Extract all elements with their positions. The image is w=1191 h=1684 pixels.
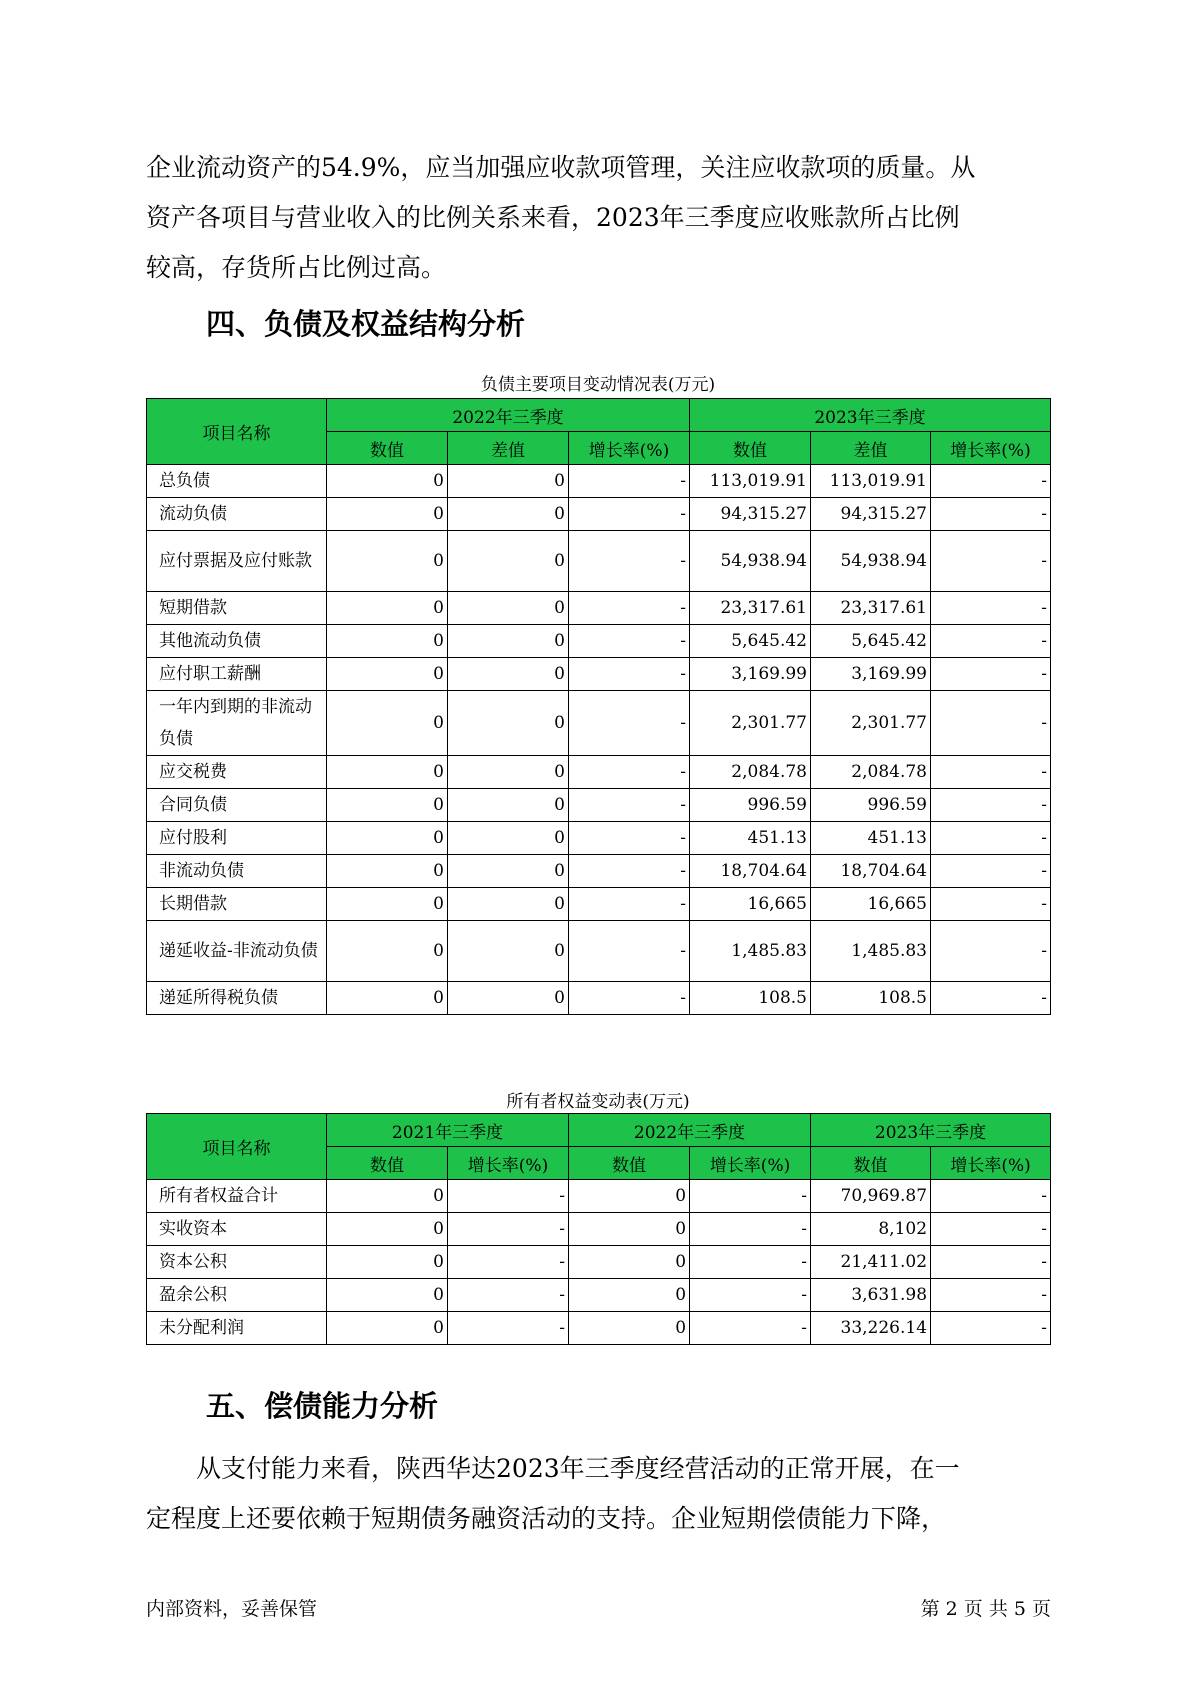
cell-g2023: - — [931, 982, 1051, 1015]
cell-v2023: 54,938.94 — [690, 531, 811, 592]
table-row — [147, 888, 1051, 921]
cell-g2023: - — [931, 789, 1051, 822]
cell-v2023: 996.59 — [690, 789, 811, 822]
header-item-name: 项目名称 — [147, 399, 327, 465]
cell-v2022: 0 — [327, 756, 448, 789]
section-heading: 四、负债及权益结构分析 — [206, 307, 526, 341]
cell-d2022: 0 — [448, 822, 569, 855]
header-period: 2023年三季度 — [690, 399, 1051, 432]
row-label: 短期借款 — [147, 592, 327, 625]
cell-g2022: - — [569, 888, 690, 921]
cell-v2022: 0 — [327, 921, 448, 982]
cell-value: - — [690, 1180, 811, 1213]
liability-table — [146, 398, 1051, 1015]
header-sub: 增长率(%) — [931, 432, 1051, 465]
intro-line: 资产各项目与营业收入的比例关系来看，2023年三季度应收账款所占比例 — [146, 203, 960, 232]
cell-v2022: 0 — [327, 982, 448, 1015]
outro-paragraph — [146, 1444, 1051, 1544]
table-row — [147, 1246, 1051, 1279]
cell-d2023: 2,301.77 — [811, 691, 931, 756]
header-sub: 差值 — [811, 432, 931, 465]
cell-value: - — [931, 1279, 1051, 1312]
footer-page-number: 第 2 页 共 5 页 — [920, 1598, 1051, 1620]
cell-value: 0 — [569, 1312, 690, 1345]
table-caption: 所有者权益变动表(万元) — [506, 1092, 690, 1112]
cell-value: - — [448, 1246, 569, 1279]
table-row — [147, 531, 1051, 592]
cell-g2022: - — [569, 756, 690, 789]
cell-d2023: 94,315.27 — [811, 498, 931, 531]
cell-g2023: - — [931, 855, 1051, 888]
table-row — [147, 756, 1051, 789]
cell-v2023: 1,485.83 — [690, 921, 811, 982]
row-label: 实收资本 — [147, 1213, 327, 1246]
row-label: 所有者权益合计 — [147, 1180, 327, 1213]
cell-d2022: 0 — [448, 625, 569, 658]
row-label: 应付票据及应付账款 — [147, 531, 327, 592]
cell-value: 0 — [327, 1312, 448, 1345]
cell-value: - — [690, 1213, 811, 1246]
cell-value: 0 — [569, 1279, 690, 1312]
table-row — [147, 855, 1051, 888]
footer-confidential: 内部资料，妥善保管 — [146, 1598, 318, 1620]
intro-line: 较高，存货所占比例过高。 — [146, 253, 447, 282]
cell-value: - — [931, 1312, 1051, 1345]
cell-v2022: 0 — [327, 465, 448, 498]
cell-d2023: 108.5 — [811, 982, 931, 1015]
header-sub: 数值 — [811, 1147, 931, 1180]
intro-line: 企业流动资产的54.9%，应当加强应收款项管理，关注应收款项的质量。从 — [146, 153, 976, 182]
header-sub: 增长率(%) — [448, 1147, 569, 1180]
cell-d2023: 996.59 — [811, 789, 931, 822]
cell-g2023: - — [931, 592, 1051, 625]
cell-g2023: - — [931, 465, 1051, 498]
cell-g2022: - — [569, 789, 690, 822]
cell-d2023: 23,317.61 — [811, 592, 931, 625]
cell-v2023: 113,019.91 — [690, 465, 811, 498]
outro-line: 从支付能力来看，陕西华达2023年三季度经营活动的正常开展，在一 — [196, 1454, 960, 1483]
cell-g2022: - — [569, 465, 690, 498]
cell-d2022: 0 — [448, 592, 569, 625]
liability-table-body — [147, 465, 1051, 1015]
section-heading: 五、偿债能力分析 — [206, 1389, 439, 1423]
header-period: 2022年三季度 — [327, 399, 690, 432]
cell-g2022: - — [569, 531, 690, 592]
cell-value: - — [690, 1312, 811, 1345]
intro-paragraph — [146, 143, 1051, 293]
cell-value: 3,631.98 — [811, 1279, 931, 1312]
cell-value: 0 — [327, 1213, 448, 1246]
cell-g2022: - — [569, 855, 690, 888]
cell-d2022: 0 — [448, 888, 569, 921]
cell-value: 8,102 — [811, 1213, 931, 1246]
table-row — [147, 691, 1051, 756]
table-row — [147, 1312, 1051, 1345]
cell-v2022: 0 — [327, 658, 448, 691]
cell-value: - — [448, 1279, 569, 1312]
cell-d2023: 2,084.78 — [811, 756, 931, 789]
header-sub: 增长率(%) — [931, 1147, 1051, 1180]
table-row — [147, 1279, 1051, 1312]
cell-v2022: 0 — [327, 625, 448, 658]
row-label: 盈余公积 — [147, 1279, 327, 1312]
table-row — [147, 1213, 1051, 1246]
row-label: 应付职工薪酬 — [147, 658, 327, 691]
cell-d2022: 0 — [448, 982, 569, 1015]
table-row — [147, 822, 1051, 855]
cell-value: 21,411.02 — [811, 1246, 931, 1279]
row-label: 应交税费 — [147, 756, 327, 789]
cell-d2022: 0 — [448, 691, 569, 756]
cell-d2023: 451.13 — [811, 822, 931, 855]
cell-g2023: - — [931, 921, 1051, 982]
cell-g2023: - — [931, 498, 1051, 531]
cell-v2023: 23,317.61 — [690, 592, 811, 625]
cell-value: - — [931, 1180, 1051, 1213]
cell-d2023: 3,169.99 — [811, 658, 931, 691]
cell-g2023: - — [931, 531, 1051, 592]
row-label: 应付股利 — [147, 822, 327, 855]
cell-g2022: - — [569, 625, 690, 658]
table-row — [147, 592, 1051, 625]
cell-g2023: - — [931, 658, 1051, 691]
row-label: 非流动负债 — [147, 855, 327, 888]
cell-value: - — [931, 1246, 1051, 1279]
cell-d2022: 0 — [448, 498, 569, 531]
cell-value: - — [448, 1312, 569, 1345]
cell-value: 0 — [327, 1279, 448, 1312]
table-caption: 负债主要项目变动情况表(万元) — [480, 375, 716, 395]
cell-value: - — [690, 1279, 811, 1312]
cell-d2023: 5,645.42 — [811, 625, 931, 658]
cell-d2022: 0 — [448, 789, 569, 822]
cell-g2022: - — [569, 982, 690, 1015]
cell-value: 0 — [327, 1180, 448, 1213]
cell-v2023: 94,315.27 — [690, 498, 811, 531]
cell-v2023: 5,645.42 — [690, 625, 811, 658]
cell-v2023: 451.13 — [690, 822, 811, 855]
row-label: 资本公积 — [147, 1246, 327, 1279]
cell-v2022: 0 — [327, 691, 448, 756]
cell-g2023: - — [931, 691, 1051, 756]
cell-v2022: 0 — [327, 888, 448, 921]
table-row — [147, 789, 1051, 822]
cell-d2023: 16,665 — [811, 888, 931, 921]
cell-d2022: 0 — [448, 658, 569, 691]
cell-value: 70,969.87 — [811, 1180, 931, 1213]
cell-value: 33,226.14 — [811, 1312, 931, 1345]
header-sub: 数值 — [327, 432, 448, 465]
row-label: 其他流动负债 — [147, 625, 327, 658]
cell-g2022: - — [569, 498, 690, 531]
cell-v2022: 0 — [327, 498, 448, 531]
row-label: 递延收益-非流动负债 — [147, 921, 327, 982]
cell-d2023: 54,938.94 — [811, 531, 931, 592]
cell-d2023: 1,485.83 — [811, 921, 931, 982]
cell-value: - — [690, 1246, 811, 1279]
row-label: 递延所得税负债 — [147, 982, 327, 1015]
cell-d2022: 0 — [448, 855, 569, 888]
cell-v2023: 16,665 — [690, 888, 811, 921]
row-label: 流动负债 — [147, 498, 327, 531]
table-row — [147, 921, 1051, 982]
cell-value: 0 — [569, 1213, 690, 1246]
cell-v2022: 0 — [327, 855, 448, 888]
cell-v2022: 0 — [327, 789, 448, 822]
row-label: 总负债 — [147, 465, 327, 498]
equity-table-body — [147, 1180, 1051, 1345]
cell-v2022: 0 — [327, 531, 448, 592]
row-label: 一年内到期的非流动负债 — [147, 691, 327, 756]
cell-value: - — [448, 1180, 569, 1213]
row-label: 合同负债 — [147, 789, 327, 822]
cell-value: - — [931, 1213, 1051, 1246]
cell-g2022: - — [569, 921, 690, 982]
table-row — [147, 625, 1051, 658]
table-row — [147, 498, 1051, 531]
cell-g2022: - — [569, 691, 690, 756]
cell-v2023: 108.5 — [690, 982, 811, 1015]
cell-value: 0 — [569, 1246, 690, 1279]
cell-value: 0 — [327, 1246, 448, 1279]
cell-v2023: 2,301.77 — [690, 691, 811, 756]
header-period: 2022年三季度 — [569, 1114, 811, 1147]
cell-value: - — [448, 1213, 569, 1246]
cell-g2022: - — [569, 822, 690, 855]
cell-d2023: 18,704.64 — [811, 855, 931, 888]
cell-v2023: 2,084.78 — [690, 756, 811, 789]
cell-v2023: 3,169.99 — [690, 658, 811, 691]
header-sub: 数值 — [690, 432, 811, 465]
header-sub: 增长率(%) — [690, 1147, 811, 1180]
cell-v2022: 0 — [327, 822, 448, 855]
cell-v2023: 18,704.64 — [690, 855, 811, 888]
cell-d2022: 0 — [448, 465, 569, 498]
cell-d2022: 0 — [448, 531, 569, 592]
cell-g2023: - — [931, 756, 1051, 789]
row-label: 长期借款 — [147, 888, 327, 921]
header-sub: 数值 — [327, 1147, 448, 1180]
cell-g2023: - — [931, 822, 1051, 855]
cell-d2023: 113,019.91 — [811, 465, 931, 498]
header-period: 2023年三季度 — [811, 1114, 1051, 1147]
cell-g2023: - — [931, 625, 1051, 658]
outro-line: 定程度上还要依赖于短期债务融资活动的支持。企业短期偿债能力下降， — [146, 1504, 947, 1533]
header-period: 2021年三季度 — [327, 1114, 569, 1147]
table-row — [147, 465, 1051, 498]
header-item-name: 项目名称 — [147, 1114, 327, 1180]
cell-v2022: 0 — [327, 592, 448, 625]
row-label: 未分配利润 — [147, 1312, 327, 1345]
cell-g2023: - — [931, 888, 1051, 921]
header-sub: 数值 — [569, 1147, 690, 1180]
cell-g2022: - — [569, 658, 690, 691]
equity-table — [146, 1113, 1051, 1345]
table-row — [147, 982, 1051, 1015]
cell-d2022: 0 — [448, 756, 569, 789]
cell-g2022: - — [569, 592, 690, 625]
table-row — [147, 1180, 1051, 1213]
cell-value: 0 — [569, 1180, 690, 1213]
header-sub: 差值 — [448, 432, 569, 465]
header-sub: 增长率(%) — [569, 432, 690, 465]
cell-d2022: 0 — [448, 921, 569, 982]
table-row — [147, 658, 1051, 691]
